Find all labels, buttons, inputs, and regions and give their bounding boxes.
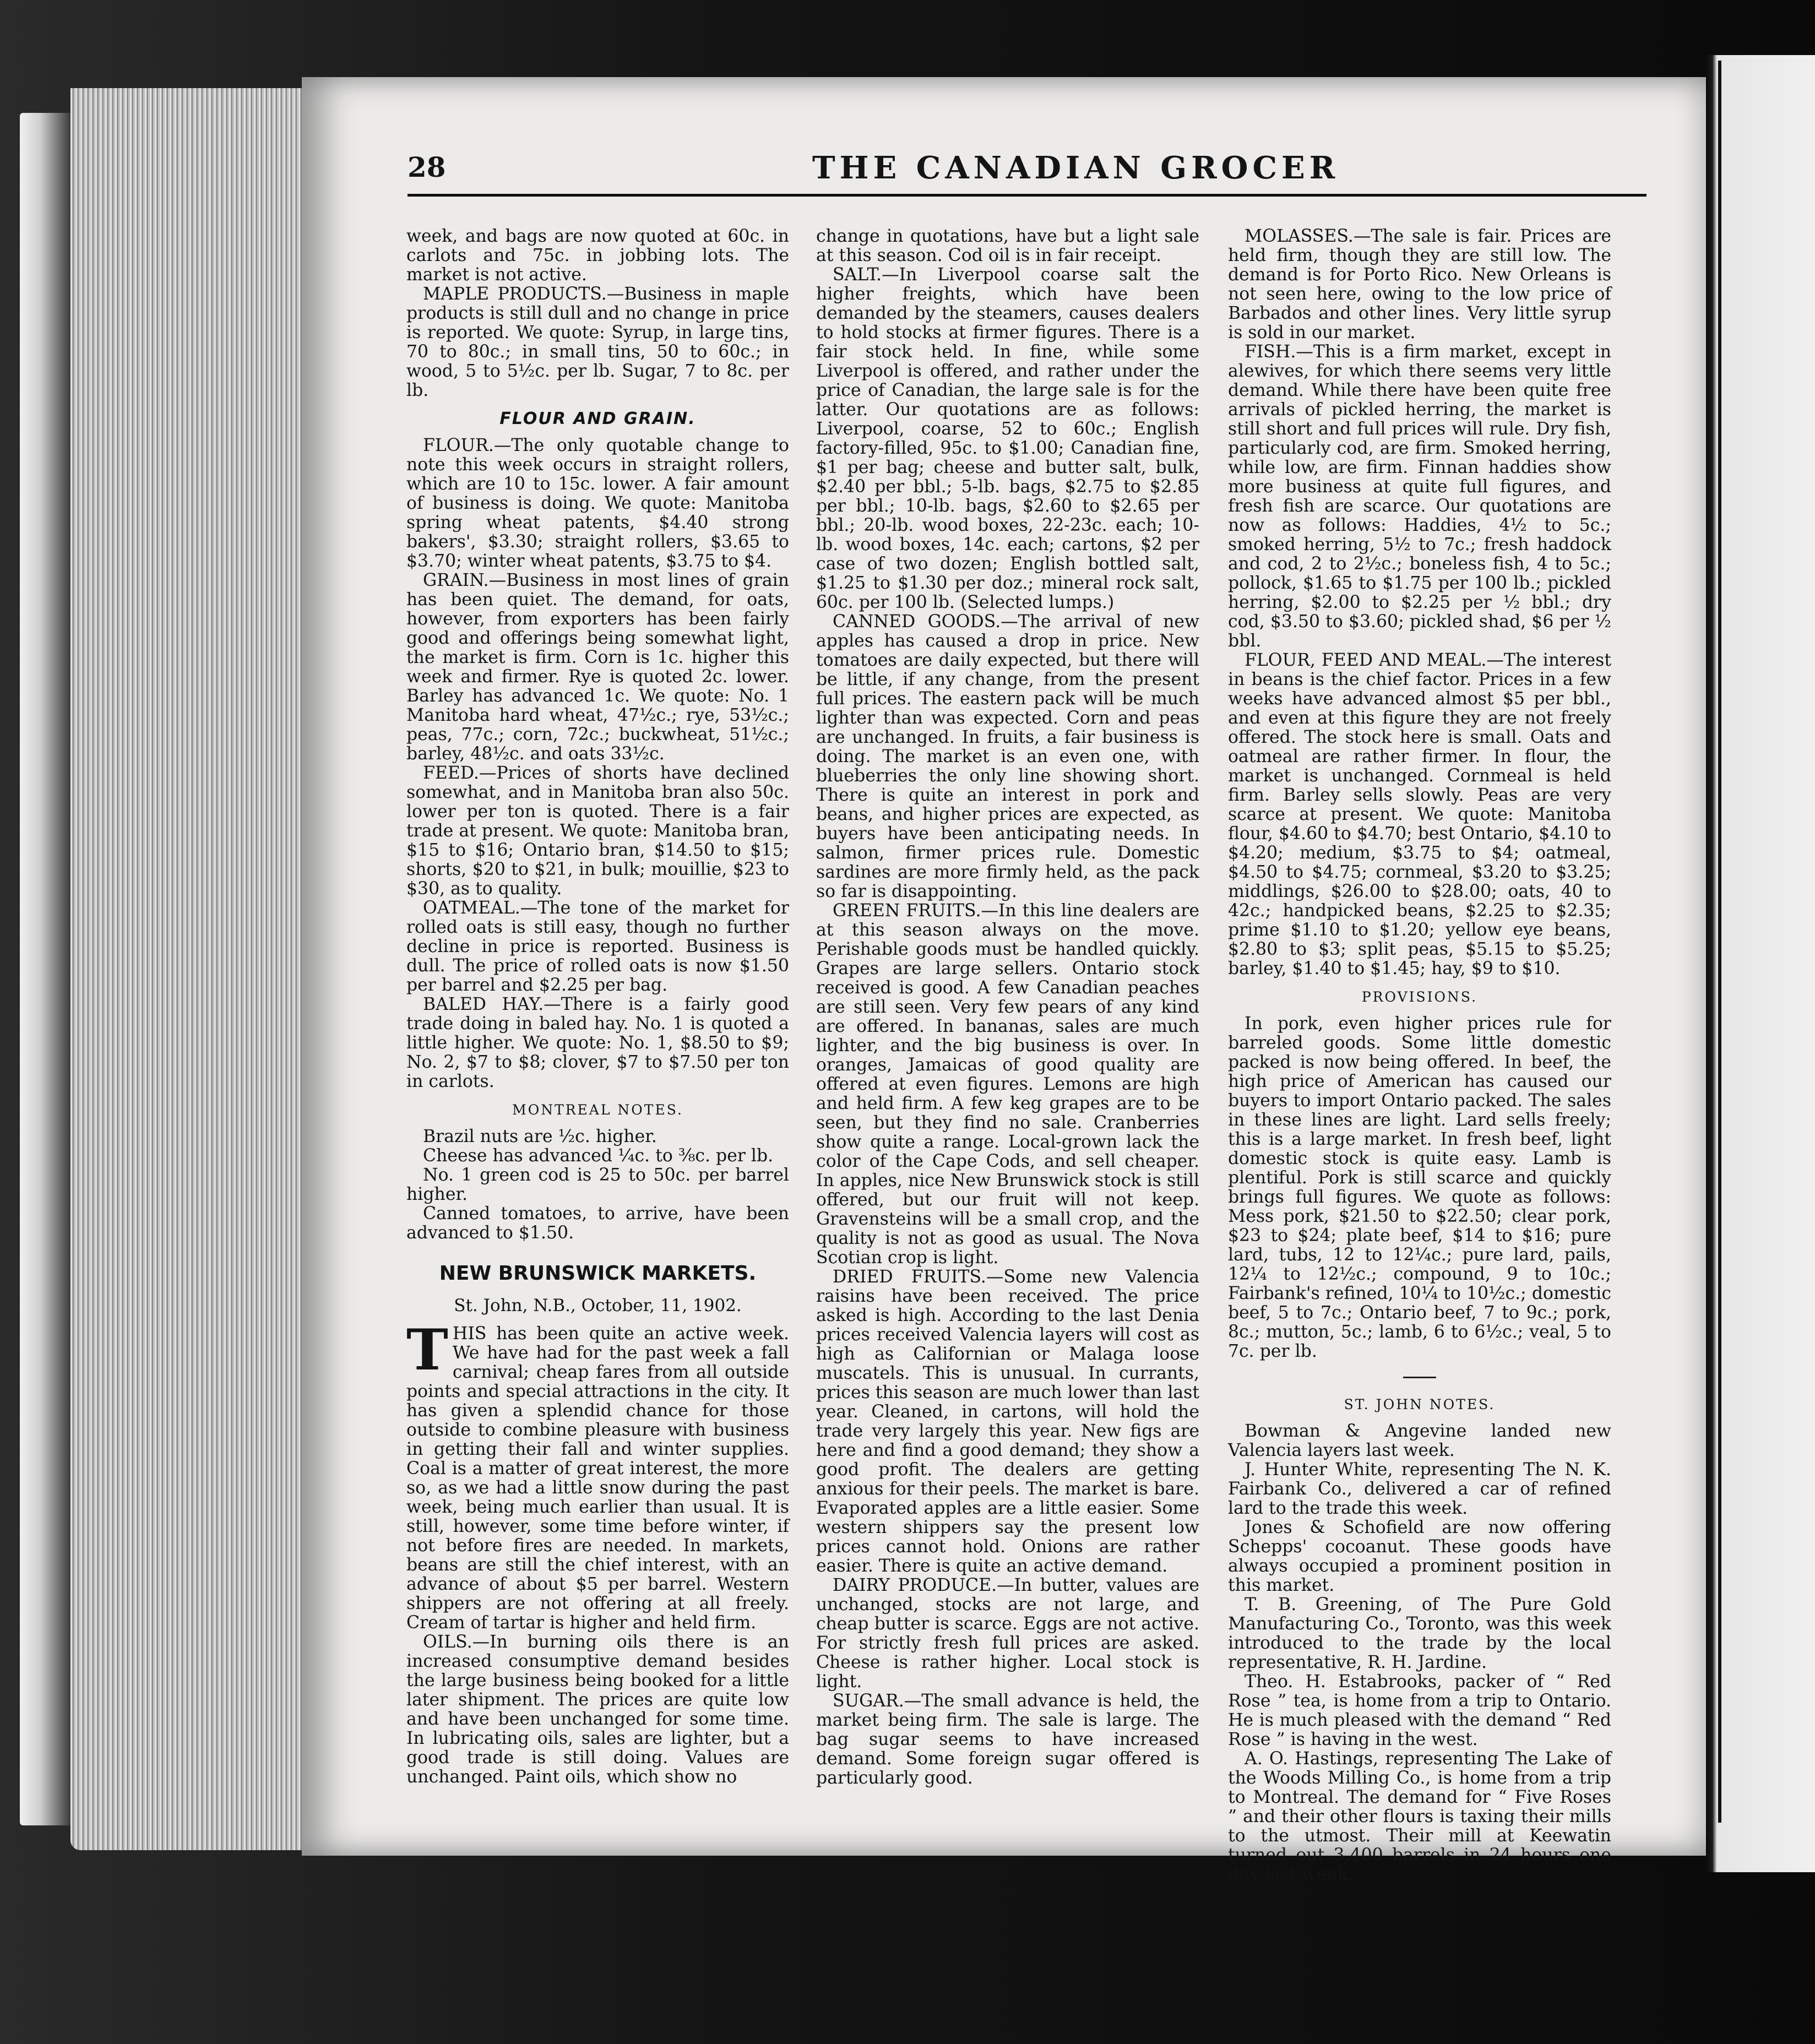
book-spine [20,113,70,1825]
paragraph-estabrooks: Theo. H. Estabrooks, packer of “ Red Rose ” tea, is home from a trip to Ontario. He is much pleased with the demand “ Red Rose ” is having in the west. [1228,1672,1611,1749]
paragraph-sugar: SUGAR.—The small advance is held, the market being firm. The sale is large. The bag sugar seems to have increased demand. Some foreign sugar offered is particularly good. [816,1691,1199,1788]
dateline: St. John, N.B., October, 11, 1902. [454,1296,742,1315]
paragraph-salt: SALT.—In Liverpool coarse salt the higher freights, which have been demanded by the steamers, causes dealers to hold stocks at firmer figures. There is a fair stock held. In fine, while some Liverpool is offered, and rather under the price of Canadian, the large sale is for the latter. Our quotations are as follows: Liverpool, coarse, 52 to 60c.; English factory-filled, 95c. to $1.00; Canadian fine, $1 per bag; cheese and butter salt, bulk, $2.40 per bbl.; 5-lb. bags, $2.75 to $2.85 per bbl.; 10-lb. bags, $2.60 to $2.65 per bbl.; 20-lb. wood boxes, 22-23c. each; 10-lb. wood boxes, 14c. each; cartons, $2 per case of two dozen; English bottled salt, $1.25 to $1.30 per doz.; mineral rock salt, 60c. per 100 lb. (Selected lumps.) [816,265,1199,612]
paragraph-dried-fruits: DRIED FRUITS.—Some new Valencia raisins have been received. The price asked is high. According to the last Denia prices received Valencia layers will cost as high as Californian or Malaga loose muscatels. This is unusual. In currants, prices this season are much lower than last year. Cleaned, in cartons, will hold the trade very largely this year. New figs are here and find a good demand; they show a good profit. The dealers are getting anxious for their peels. The market is bare. Evaporated apples are a little easier. Some western shippers say the present low prices cannot hold. Onions are rather easier. There is quite an active demand. [816,1267,1199,1576]
paragraph-brazil-nuts: Brazil nuts are ½c. higher. [423,1127,657,1146]
paragraph-oils: OILS.—In burning oils there is an increased consumptive demand besides the large business being booked for a little later shipment. The prices are quite low and have been unchanged for some time. In lubricating oils, sales are lighter, but a good trade is still doing. Values are unchanged. Paint oils, which show no [406,1632,789,1787]
paragraph-provisions: In pork, even higher prices rule for barreled goods. Some little domestic packed is now being offered. In beef, the high price of American has caused our buyers to import Ontario packed. The sales in these lines are light. Lard sells freely; this is a large market. In fresh beef, light domestic stock is quite easy. Lamb is plentiful. Pork is still scarce and quickly brings full figures. We quote as follows: Mess pork, $21.50 to $22.50; clear pork, $23 to $24; plate beef, $14 to $16; pure lard, tubs, 12 to 12¼c.; pure lard, pails, 12¼ to 12½c.; compound, 9 to 10c.; Fairbank's refined, 10¼ to 10½c.; domestic beef, 5 to 7c.; Ontario beef, 7 to 9c.; pork, 8c.; mutton, 5c.; lamb, 6 to 6½c.; veal, 5 to 7c. per lb. [1228,1014,1611,1361]
paragraph-intro [406,1317,789,1633]
paragraph-green-cod: No. 1 green cod is 25 to 50c. per barrel higher. [406,1165,789,1204]
drop-cap: T [406,1317,448,1383]
paragraph-oatmeal: OATMEAL.—The tone of the market for rolled oats is still easy, though no further decline in price is reported. Business is dull. The price of rolled oats is now $1.50 per barrel and $2.25 per bag. [406,898,789,995]
section-heading-new-brunswick-markets: NEW BRUNSWICK MARKETS. [439,1262,757,1285]
page-header [407,144,1646,194]
section-divider [1403,1377,1436,1378]
column-2 [816,227,1199,1788]
paragraph-flour-feed-meal: FLOUR, FEED AND MEAL.—The interest in beans is the chief factor. Prices in a few weeks have advanced almost $5 per bbl., and even at this figure they are not freely offered. The stock here is small. Oats and oatmeal are rather firmer. In flour, the market is unchanged. Cornmeal is held firm. Barley sells slowly. Peas are very scarce at present. We quote: Manitoba flour, $4.60 to $4.70; best Ontario, $4.10 to $4.20; medium, $3.75 to $4; oatmeal, $4.50 to $4.75; cornmeal, $3.20 to $3.25; middlings, $26.00 to $28.00; oats, 40 to 42c.; handpicked beans, $2.25 to $2.35; prime $1.10 to $1.20; yellow eye beans, $2.80 to $3; split peas, $5.15 to $5.25; barley, $1.40 to $1.45; hay, $9 to $10. [1228,650,1611,978]
paragraph-molasses: MOLASSES.—The sale is fair. Prices are held firm, though they are still low. The demand is for Porto Rico. New Orleans is not seen here, owing to the low price of Barbados and other lines. Very little syrup is sold in our market. [1228,226,1611,343]
subheading-st-john-notes: ST. JOHN NOTES. [1344,1396,1496,1412]
page-number: 28 [407,151,446,183]
paragraph-grain: GRAIN.—Business in most lines of grain has been quiet. The demand, for oats, however, from exporters has been fairly good and offerings being somewhat light, the market is firm. Corn is 1c. higher this week and firmer. Rye is quoted 2c. lower. Barley has advanced 1c. We quote: No. 1 Manitoba hard wheat, 47½c.; rye, 53½c.; peas, 77c.; corn, 72c.; buckwheat, 51½c.; barley, 48½c. and oats 33½c. [406,570,789,764]
paragraph-hastings: A. O. Hastings, representing The Lake of the Woods Milling Co., is home from a trip to Montreal. The demand for “ Five Roses ” and their other flours is taxing their mills to the utmost. Their mill at Keewatin turned out 3,400 barrels in 24 hours one day last week. [1228,1749,1611,1884]
paragraph-feed: FEED.—Prices of shorts have declined somewhat, and in Manitoba bran also 50c. lower per ton is quoted. There is a fair trade at present. We quote: Manitoba bran, $15 to $16; Ontario bran, $14.50 to $15; shorts, $20 to $21, in bulk; mouillie, $23 to $30, as to quality. [406,763,789,899]
facing-page-gutter [1718,61,1721,1823]
subheading-provisions: PROVISIONS. [1361,989,1478,1005]
intro-text: HIS has been quite an active week. We have had for the past week a fall carnival; cheap fares from all outside points and special attractions in the city. It has given a splendid chance for those outside to combine pleasure with business in getting their fall and winter supplies. Coal is a matter of great interest, the more so, as we had a little snow during the past week, being much earlier than usual. It is still, however, some time before winter, if not before fires are needed. In markets, beans are still the chief interest, with an advance of about $5 per barrel. Western shippers are not offering at all freely. Cream of tartar is higher and held firm. [406,1324,789,1633]
paragraph-greening: T. B. Greening, of The Pure Gold Manufacturing Co., Toronto, was this week introduced to the trade by the local representative, R. H. Jardine. [1228,1595,1611,1672]
paragraph-dairy-produce: DAIRY PRODUCE.—In butter, values are unchanged, stocks are not large, and cheap butter is scarce. Eggs are not active. For strictly fresh full prices are asked. Cheese is rather higher. Local stock is light. [816,1575,1199,1692]
paragraph-bags: week, and bags are now quoted at 60c. in carlots and 75c. in jobbing lots. The market is not active. [406,226,789,285]
paragraph-fish: FISH.—This is a firm market, except in alewives, for which there seems very little demand. While there have been quite free arrivals of pickled herring, the market is still short and full prices will rule. Dry fish, particularly cod, are firm. Smoked herring, while low, are firm. Finnan haddies show more business at quite full figures, and fresh fish are scarce. Our quotations are now as follows: Haddies, 4½ to 5c.; smoked herring, 5½ to 7c.; fresh haddock and cod, 2 to 2½c.; boneless fish, 4 to 5c.; pollock, $1.65 to $1.75 per 100 lb.; pickled herring, $2.00 to $2.25 per ½ bbl.; dry cod, $3.50 to $3.60; pickled shad, $6 per ½ bbl. [1228,342,1611,651]
header-rule [407,194,1646,197]
paragraph-green-fruits: GREEN FRUITS.—In this line dealers are at this season always on the move. Perishable goods must be handled quickly. Grapes are large sellers. Ontario stock received is good. A few Canadian peaches are still seen. Very few pears of any kind are offered. In bananas, sales are much lighter, and the big business is over. In oranges, Jamaicas of good quality are offered at even figures. Lemons are high and held firm. A few keg grapes are to be seen, but they find no sale. Cranberries show quite a range. Local-grown lack the color of the Cape Cods, and sell cheaper. In apples, nice New Brunswick stock is still offered, but our fruit will not keep. Gravensteins will be a small crop, and the quality is not as good as usual. The Nova Scotian crop is light. [816,901,1199,1268]
page-edges [70,88,302,1850]
paragraph-maple-products: MAPLE PRODUCTS.—Business in maple products is still dull and no change in price is reported. We quote: Syrup, in large tins, 70 to 80c.; in small tins, 50 to 60c.; in wood, 5 to 5½c. per lb. Sugar, 7 to 8c. per lb. [406,284,789,400]
publication-title: THE CANADIAN GROCER [812,150,1340,186]
column-1 [406,227,789,1787]
paragraph-cheese: Cheese has advanced ¼c. to ⅜c. per lb. [423,1146,774,1166]
paragraph-hunter-white: J. Hunter White, representing The N. K. Fairbank Co., delivered a car of refined lard to the trade this week. [1228,1460,1611,1518]
paragraph-baled-hay: BALED HAY.—There is a fairly good trade doing in baled hay. No. 1 is quoted a little higher. We quote: No. 1, $8.50 to $9; No. 2, $7 to $8; clover, $7 to $7.50 per ton in carlots. [406,994,789,1091]
facing-page-edge [1706,55,1815,1872]
paragraph-canned-goods: CANNED GOODS.—The arrival of new apples has caused a drop in price. New tomatoes are daily expected, but there will be little, if any change, from the present full prices. The eastern pack will be much lighter than was expected. Corn and peas are unchanged. In fruits, a fair business is doing. The market is an even one, with blueberries the only line showing short. There is quite an interest in pork and beans, and higher prices are expected, as buyers have been anticipating needs. In salmon, firmer prices rule. Domestic sardines are more firmly held, as the pack so far is disappointing. [816,612,1199,901]
paragraph-jones-schofield: Jones & Schofield are now offering Schepps' cocoanut. These goods have always occupied a prominent position in this market. [1228,1518,1611,1595]
column-3 [1228,227,1611,1884]
paragraph-canned-tomatoes: Canned tomatoes, to arrive, have been advanced to $1.50. [406,1204,789,1243]
paragraph-oils-continued: change in quotations, have but a light sale at this season. Cod oil is in fair receipt. [816,226,1199,265]
paragraph-bowman-angevine: Bowman & Angevine landed new Valencia layers last week. [1228,1421,1611,1460]
paragraph-flour: FLOUR.—The only quotable change to note this week occurs in straight rollers, which are 10 to 15c. lower. A fair amount of business is doing. We quote: Manitoba spring wheat patents, $4.40 strong bakers', $3.30; straight rollers, $3.65 to $3.70; winter wheat patents, $3.75 to $4. [406,436,789,571]
subheading-montreal-notes: MONTREAL NOTES. [512,1102,683,1118]
section-heading-flour-and-grain: FLOUR AND GRAIN. [499,409,696,428]
